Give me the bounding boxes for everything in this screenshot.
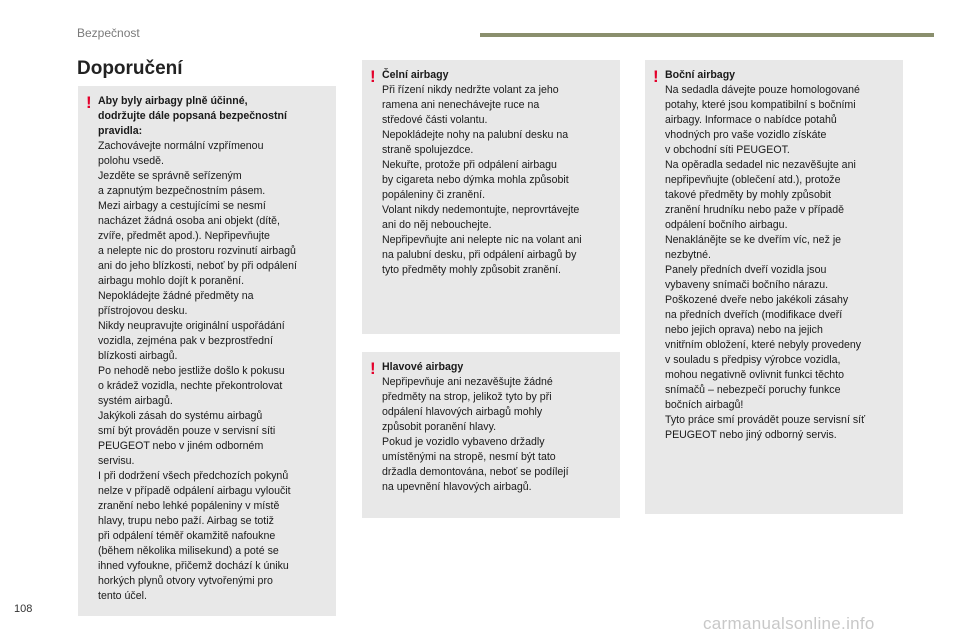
box-body: Na sedadla dávejte pouze homologované potahy, které jsou kompatibilní s bočními airbagy. Informace o nabídce potahů vhodných pro vaše vozidlo získáte v obchodní síti PEUGEOT. Na opěradla sedadel nic nezavěšujte ani nepřipevňujte (oblečení atd.), protože takové předměty by mohly způsobit zranění hrudníku nebo paže v případě odpálení bočního airbagu. Nenaklánějte se ke dveřím víc, než je nezbytné. Panely předních dveří vozidla jsou vybaveny snímači bočního nárazu. Poškozené dveře nebo jakékoli zásahy na předních dveřích (modifikace dveří nebo jejich oprava) nebo na jejich vnitřním obložení, které nebyly provedeny v souladu s předpisy výrobce vozidla, mohou negativně ovlivnit funkci těchto snímačů – nebezpečí poruchy funkce bočních airbagů! Tyto práce smí provádět pouze servisní síť PEUGEOT nebo jiný odborný servis. <box>665 84 866 441</box>
watermark: carmanualsonline.info <box>703 614 875 633</box>
side-airbags-box <box>645 60 903 514</box>
box-heading: Čelní airbagy <box>382 69 449 81</box>
side-airbags-text <box>665 68 899 443</box>
section-title: Bezpečnost <box>77 26 140 40</box>
front-airbags-text <box>382 68 616 278</box>
front-airbags-box <box>362 60 620 334</box>
head-airbags-text <box>382 360 616 495</box>
general-recommendations-text <box>98 94 332 604</box>
box-heading: Hlavové airbagy <box>382 361 464 373</box>
box-heading: Boční airbagy <box>665 69 736 81</box>
box-body: Při řízení nikdy nedržte volant za jeho ramena ani nenechávejte ruce na středové části volantu. Nepokládejte nohy na palubní desku na straně spolujezdce. Nekuřte, protože při odpálení airbagu by cigareta nebo dýmka mohla způsobit popáleniny či zranění. Volant nikdy nedemontujte, neprovrtávejte ani do něj nebouchejte. Nepřipevňujte ani nelepte nic na volant ani na palubní desku, při odpálení airbagů by tyto předměty mohly způsobit zranění. <box>382 84 582 276</box>
warning-icon: ! <box>86 93 92 112</box>
page-number: 108 <box>14 603 33 615</box>
head-airbags-box <box>362 352 620 518</box>
warning-icon: ! <box>370 67 376 86</box>
page-title: Doporučení <box>77 58 183 79</box>
warning-icon: ! <box>370 359 376 378</box>
header-rule <box>480 33 934 37</box>
box-body: Zachovávejte normální vzpřímenou polohu vsedě. Jezděte se správně seřízeným a zapnutým bezpečnostním pásem. Mezi airbagy a cestujícími se nesmí nacházet žádná osoba ani objekt (dítě, zvíře, předmět apod.). Nepřipevňujte a nelepte nic do prostoru rozvinutí airbagů ani do jeho blízkosti, neboť by při odpálení airbagu mohlo dojít k poranění. Nepokládejte žádné předměty na přístrojovou desku. Nikdy neupravujte originální uspořádání vozidla, zejména pak v bezprostřední blízkosti airbagů. Po nehodě nebo jestliže došlo k pokusu o krádež vozidla, nechte překontrolovat systém airbagů. Jakýkoli zásah do systému airbagů smí být prováděn pouze v servisní síti PEUGEOT nebo v jiném odborném servisu. I při dodržení všech předchozích pokynů nelze v případě odpálení airbagu vyloučit zranění nebo lehké popáleniny v místě hlavy, trupu nebo paží. Airbag se totiž při odpálení téměř okamžitě nafoukne (během několika milisekund) a poté se ihned vyfoukne, přičemž dochází k úniku horkých plynů otvory vytvořenými pro tento účel. <box>98 140 297 602</box>
box-heading: Aby byly airbagy plně účinné, dodržujte dále popsaná bezpečnostní pravidla: <box>98 95 287 137</box>
box-body: Nepřipevňuje ani nezavěšujte žádné předměty na strop, jelikož tyto by při odpálení hlavových airbagů mohly způsobit poranění hlavy. Pokud je vozidlo vybaveno držadly umístěnými na stropě, nesmí být tato držadla demontována, neboť se podílejí na upevnění hlavových airbagů. <box>382 376 569 493</box>
warning-icon: ! <box>653 67 659 86</box>
general-recommendations-box <box>78 86 336 616</box>
